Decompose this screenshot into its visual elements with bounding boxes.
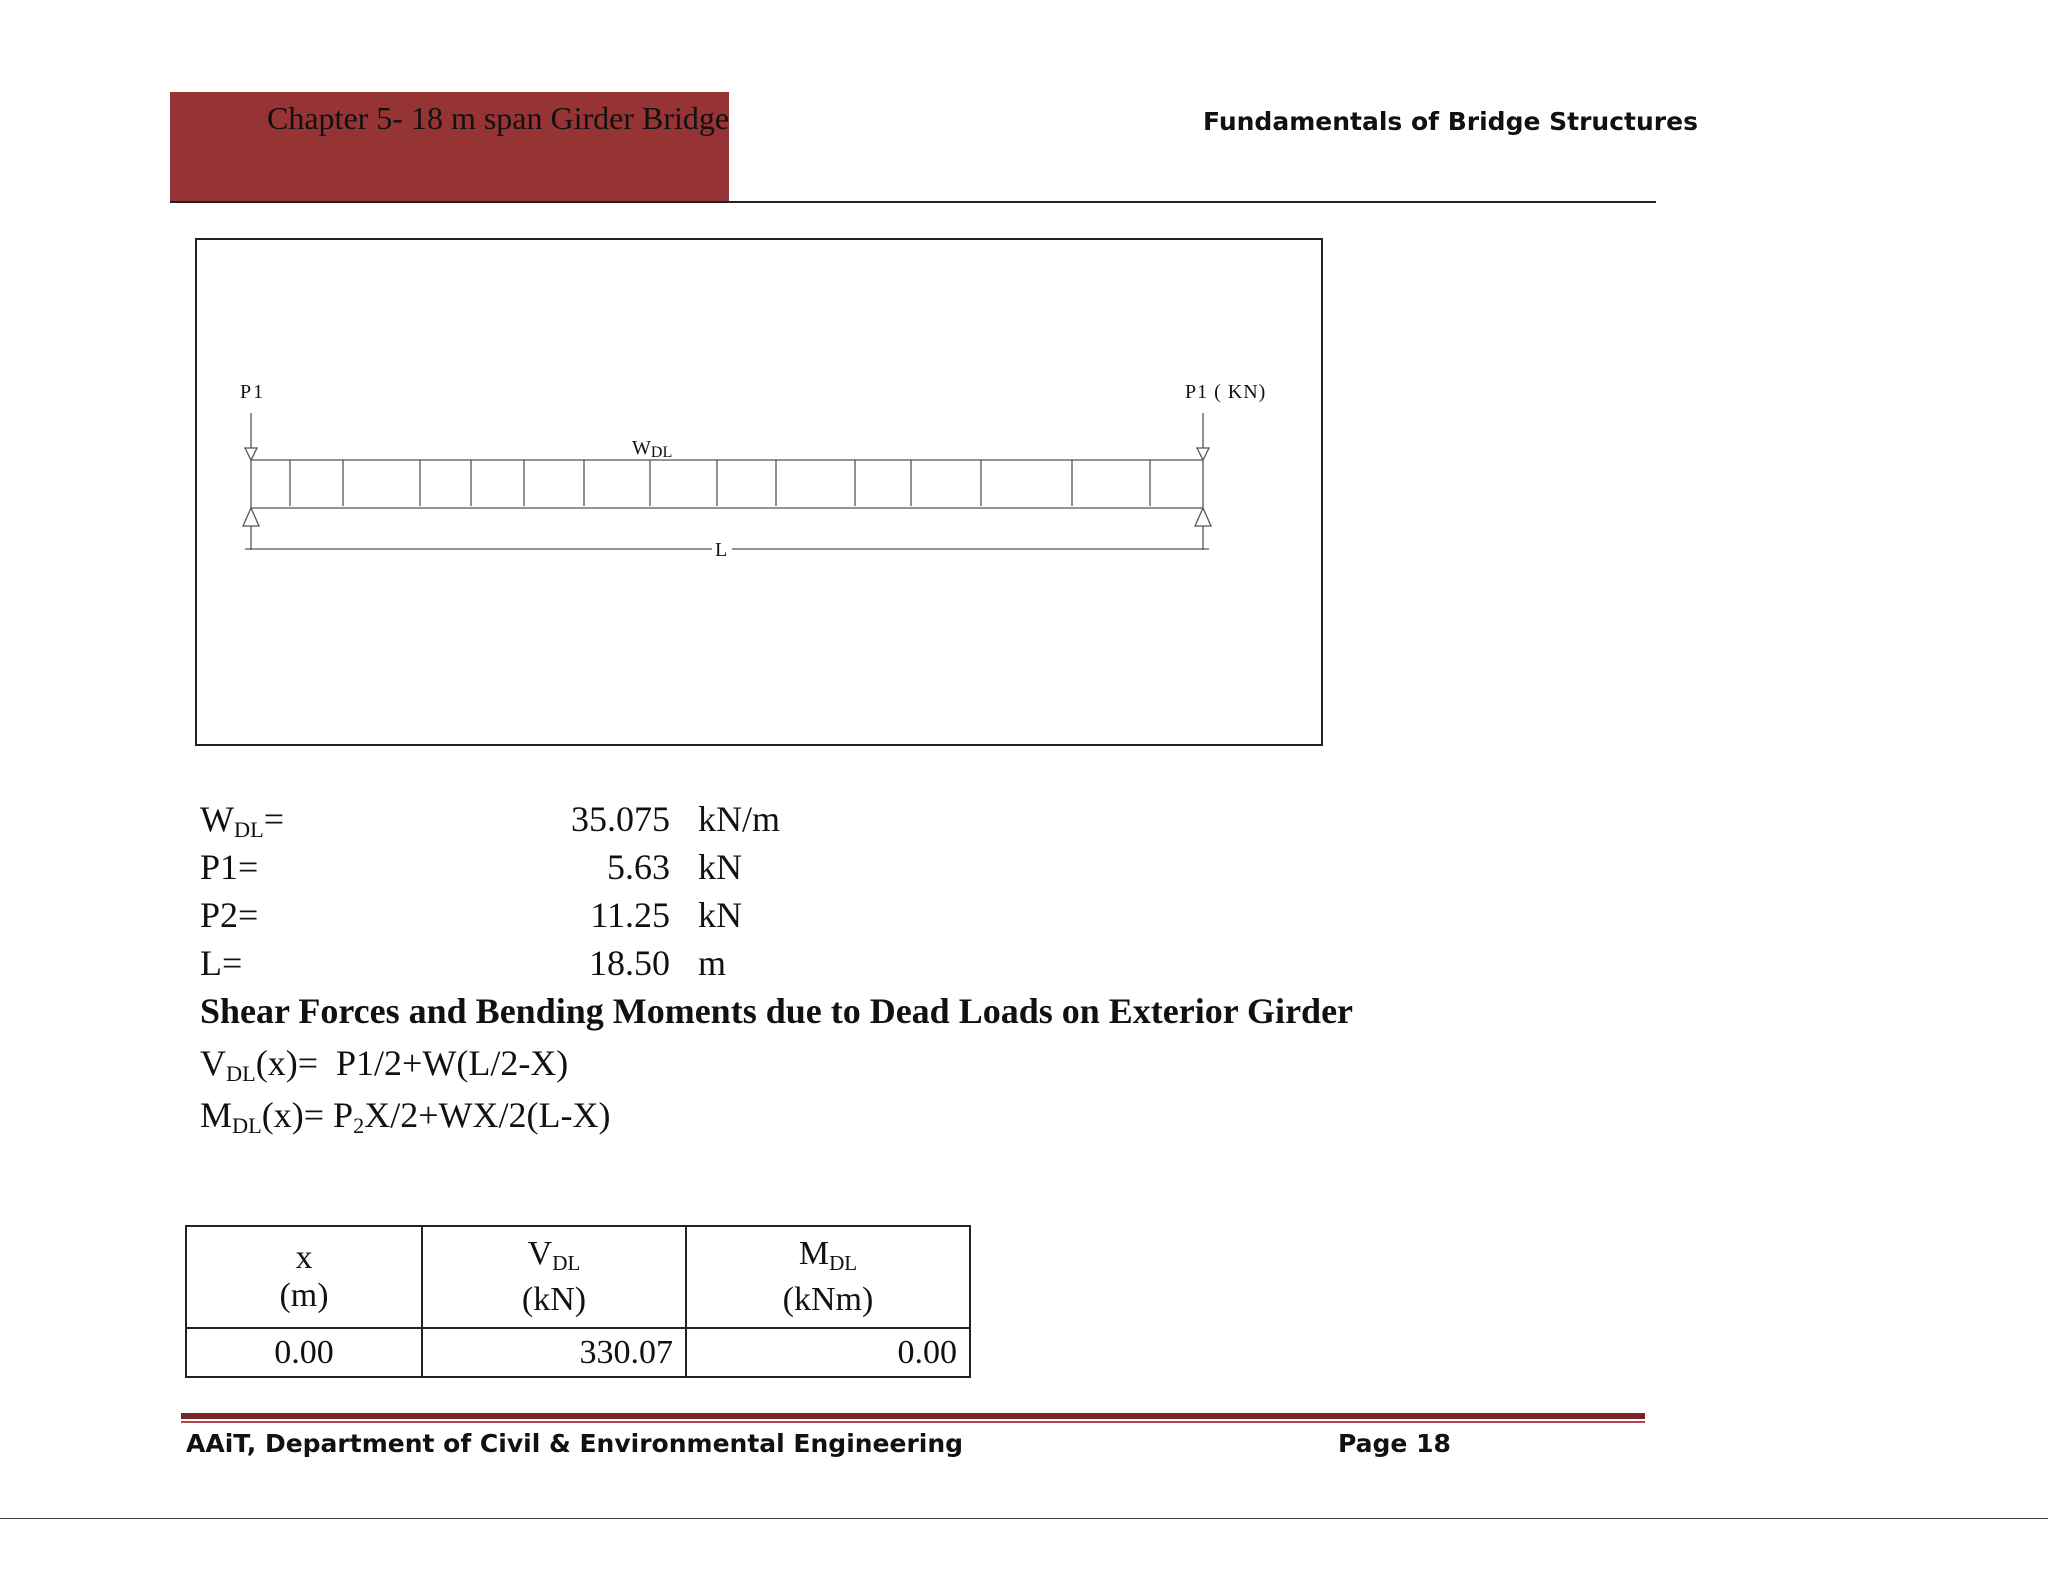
page-bottom-rule [0, 1518, 2048, 1519]
param-value-wdl: 35.075 [571, 799, 670, 839]
footer-rule-secondary [181, 1421, 1645, 1423]
shear-formula: $V_{DL}(x)= P1/2+W(L/2-X)$ [200, 1043, 569, 1087]
param-value-l: 18.50 [589, 943, 670, 983]
cell-x: 0.00 [186, 1328, 422, 1377]
moment-formula: $M_{DL}(x)= P_2X/2+WX/2(L-X)$ [200, 1095, 611, 1139]
param-value-p2: 11.25 [590, 895, 670, 935]
footer-page-number: Page 18 [1338, 1429, 1451, 1458]
udl-label: WDL [632, 437, 673, 461]
cell-vdl: 330.07 [422, 1328, 686, 1377]
param-label-p1: P1= [200, 847, 259, 887]
col-header-vdl: $V_{DL}$ (kN) [422, 1226, 686, 1328]
left-load-label: P1 [240, 381, 266, 403]
footer-department: AAiT, Department of Civil & Environmental Engineering [186, 1429, 964, 1458]
col-header-x: x (m) [186, 1226, 422, 1328]
chapter-title: Chapter 5- 18 m span Girder Bridge [267, 100, 730, 136]
right-support [1195, 508, 1211, 526]
right-point-load-head [1197, 448, 1209, 460]
footer-rule [181, 1413, 1645, 1419]
param-label-p2: P2= [200, 895, 259, 935]
param-value-p1: 5.63 [607, 847, 670, 887]
param-unit-p1: kN [698, 847, 742, 887]
beam-loading-diagram [195, 238, 1323, 746]
param-unit-p2: kN [698, 895, 742, 935]
param-unit-l: m [698, 943, 727, 983]
col-header-mdl: $M_{DL}$ (kNm) [686, 1226, 970, 1328]
section-heading: Shear Forces and Bending Moments due to Dead Loads on Exterior Girder [200, 991, 1354, 1031]
param-label-wdl: $W_{DL}=$ [200, 799, 285, 843]
cell-mdl: 0.00 [686, 1328, 970, 1377]
span-label: L [715, 539, 728, 561]
table-row [186, 1328, 970, 1377]
udl-arrows [251, 460, 1203, 508]
results-table [185, 1225, 971, 1378]
book-title: Fundamentals of Bridge Structures [1203, 107, 1698, 136]
param-label-l: L= [200, 943, 243, 983]
param-unit-wdl: kN/m [698, 799, 781, 839]
header-rule [170, 201, 1656, 203]
table-header-row [186, 1226, 970, 1328]
left-point-load-head [245, 448, 257, 460]
left-support [243, 508, 259, 526]
right-load-label: P1 ( KN) [1185, 381, 1267, 403]
